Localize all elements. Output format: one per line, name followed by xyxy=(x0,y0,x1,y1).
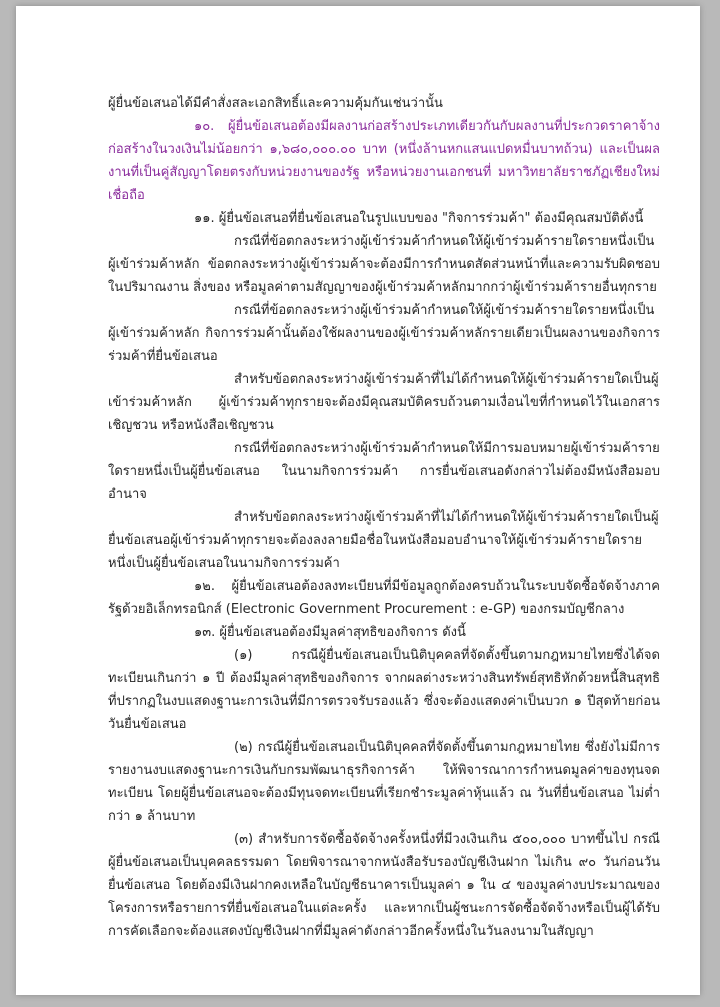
paragraph: ๑๐. ผู้ยื่นข้อเสนอต้องมีผลงานก่อสร้างประเภทเดียวกันกับผลงานที่ประกวดราคาจ้างก่อสร้างในวงเงินไม่น้อยกว่า ๑,๖๘๐,๐๐๐.๐๐ บาท (หนึ่งล้านหกแสนแปดหมื่นบาทถ้วน) และเป็นผลงานที่เป็นคู่สัญญาโดยตรงกับหน่วยงานของรัฐ หรือหน่วยงานเอกชนที่ มหาวิทยาลัยราชภัฏเชียงใหม่ เชื่อถือ xyxy=(108,119,660,203)
paragraph: (๓) สำหรับการจัดซื้อจัดจ้างครั้งหนึ่งที่มีวงเงินเกิน ๕๐๐,๐๐๐ บาทขึ้นไป กรณีผู้ยื่นข้อเสนอเป็นบุคคลธรรมดา โดยพิจารณาจากหนังสือรับรองบัญชีเงินฝาก ไม่เกิน ๙๐ วันก่อนวันยื่นข้อเสนอ โดยต้องมีเงินฝากคงเหลือในบัญชีธนาคารเป็นมูลค่า ๑ ใน ๔ ของมูลค่างบประมาณของโครงการหรือรายการที่ยื่นข้อเสนอในแต่ละครั้ง และหากเป็นผู้ชนะการจัดซื้อจัดจ้างหรือเป็นผู้ได้รับการคัดเลือกจะต้องแสดงบัญชีเงินฝากที่มีมูลค่าดังกล่าวอีกครั้งหนึ่งในวันลงนามในสัญญา xyxy=(108,832,660,939)
paragraph: (๒) กรณีผู้ยื่นข้อเสนอเป็นนิติบุคคลที่จัดตั้งขึ้นตามกฎหมายไทย ซึ่งยังไม่มีการรายงานงบแสดงฐานะการเงินกับกรมพัฒนาธุรกิจการค้า ให้พิจารณาการกำหนดมูลค่าของทุนจดทะเบียน โดยผู้ยื่นข้อเสนอจะต้องมีทุนจดทะเบียนที่เรียกชำระมูลค่าหุ้นแล้ว ณ วันที่ยื่นข้อเสนอ ไม่ต่ำกว่า ๑ ล้านบาท xyxy=(108,740,660,824)
paragraph: ผู้ยื่นข้อเสนอได้มีคำสั่งสละเอกสิทธิ์และความคุ้มกันเช่นว่านั้น xyxy=(108,96,443,111)
paragraph: ๑๒. ผู้ยื่นข้อเสนอต้องลงทะเบียนที่มีข้อมูลถูกต้องครบถ้วนในระบบจัดซื้อจัดจ้างภาครัฐด้วยอิเล็กทรอนิกส์ (Electronic Government Procurement : e-GP) ของกรมบัญชีกลาง xyxy=(108,579,660,617)
paragraph: กรณีที่ข้อตกลงระหว่างผู้เข้าร่วมค้ากำหนดให้มีการมอบหมายผู้เข้าร่วมค้ารายใดรายหนึ่งเป็นผู้ยื่นข้อเสนอ ในนามกิจการร่วมค้า การยื่นข้อเสนอดังกล่าวไม่ต้องมีหนังสือมอบอำนาจ xyxy=(108,441,660,502)
paragraph: ๑๑. ผู้ยื่นข้อเสนอที่ยื่นข้อเสนอในรูปแบบของ "กิจการร่วมค้า" ต้องมีคุณสมบัติดังนี้ xyxy=(194,211,644,226)
paragraph: สำหรับข้อตกลงระหว่างผู้เข้าร่วมค้าที่ไม่ได้กำหนดให้ผู้เข้าร่วมค้ารายใดเป็นผู้ยื่นข้อเสนอผู้เข้าร่วมค้าทุกรายจะต้องลงลายมือชื่อในหนังสือมอบอำนาจให้ผู้เข้าร่วมค้ารายใดรายหนึ่งเป็นผู้ยื่นข้อเสนอในนามกิจการร่วมค้า xyxy=(108,510,659,571)
paragraph: กรณีที่ข้อตกลงระหว่างผู้เข้าร่วมค้ากำหนดให้ผู้เข้าร่วมค้ารายใดรายหนึ่งเป็นผู้เข้าร่วมค้าหลัก ข้อตกลงระหว่างผู้เข้าร่วมค้าจะต้องมีการกำหนดสัดส่วนหน้าที่และความรับผิดชอบในปริมาณงาน สิ่งของ หรือมูลค่าตามสัญญาของผู้เข้าร่วมค้าหลักมากกว่าผู้เข้าร่วมค้ารายอื่นทุกราย xyxy=(108,234,660,295)
document-page xyxy=(16,6,700,995)
paragraph: ๑๓. ผู้ยื่นข้อเสนอต้องมีมูลค่าสุทธิของกิจการ ดังนี้ xyxy=(194,625,466,640)
paragraph: สำหรับข้อตกลงระหว่างผู้เข้าร่วมค้าที่ไม่ได้กำหนดให้ผู้เข้าร่วมค้ารายใดเป็นผู้เข้าร่วมค้าหลัก ผู้เข้าร่วมค้าทุกรายจะต้องมีคุณสมบัติครบถ้วนตามเงื่อนไขที่กำหนดไว้ในเอกสารเชิญชวน หรือหนังสือเชิญชวน xyxy=(108,372,660,433)
paragraph: กรณีที่ข้อตกลงระหว่างผู้เข้าร่วมค้ากำหนดให้ผู้เข้าร่วมค้ารายใดรายหนึ่งเป็นผู้เข้าร่วมค้าหลัก กิจการร่วมค้านั้นต้องใช้ผลงานของผู้เข้าร่วมค้าหลักรายเดียวเป็นผลงานของกิจการร่วมค้าที่ยื่นข้อเสนอ xyxy=(108,303,660,364)
paragraph: (๑) กรณีผู้ยื่นข้อเสนอเป็นนิติบุคคลที่จัดตั้งขึ้นตามกฎหมายไทยซึ่งได้จดทะเบียนเกินกว่า ๑ ปี ต้องมีมูลค่าสุทธิของกิจการ จากผลต่างระหว่างสินทรัพย์สุทธิหักด้วยหนี้สินสุทธิ ที่ปรากฏในงบแสดงฐานะการเงินที่มีการตรวจรับรองแล้ว ซึ่งจะต้องแสดงค่าเป็นบวก ๑ ปีสุดท้ายก่อนวันยื่นข้อเสนอ xyxy=(108,648,660,732)
document-body xyxy=(108,92,660,943)
